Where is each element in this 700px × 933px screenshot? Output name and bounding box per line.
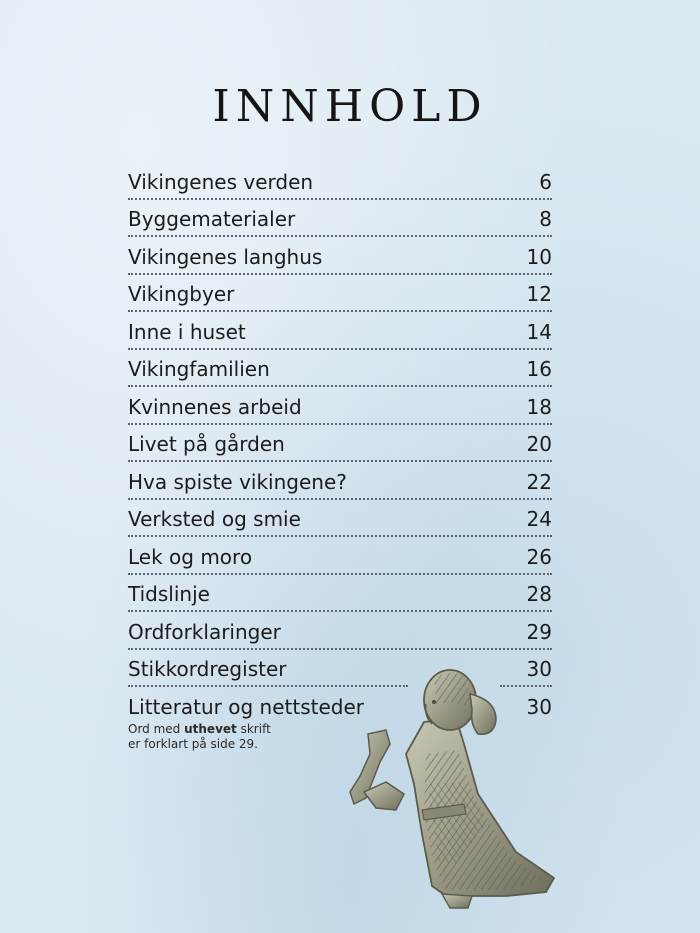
- toc-item-ordforklaringer[interactable]: [128, 610, 552, 648]
- toc-item-title: Litteratur og nettsteder: [128, 694, 365, 719]
- toc-item-page: 30: [526, 694, 552, 719]
- toc-item-title: Lek og moro: [128, 544, 253, 569]
- toc-item-page: 29: [526, 619, 552, 644]
- toc-item-page: 10: [526, 244, 552, 269]
- toc-item-kvinnenes-arbeid[interactable]: [128, 385, 552, 423]
- toc-item-vikingfamilien[interactable]: [128, 348, 552, 386]
- toc-list: [128, 160, 552, 723]
- toc-item-title: Verksted og smie: [128, 507, 301, 531]
- toc-item-title: Vikingenes langhus: [128, 244, 323, 269]
- toc-item-title: Ordforklaringer: [128, 619, 281, 644]
- toc-item-title: Tidslinje: [128, 582, 210, 606]
- toc-item-verksted-og-smie[interactable]: [128, 498, 552, 536]
- toc-item-vikingenes-verden[interactable]: [128, 160, 552, 198]
- toc-item-inne-i-huset[interactable]: [128, 310, 552, 348]
- toc-item-livet-pa-garden[interactable]: [128, 423, 552, 461]
- page-title: INNHOLD: [212, 81, 488, 133]
- toc-item-lek-og-moro[interactable]: [128, 535, 552, 573]
- footnote-text: skrift: [236, 722, 271, 736]
- toc-item-title: Stikkordregister: [128, 657, 287, 681]
- toc-item-title: Livet på gården: [128, 432, 285, 456]
- toc-item-page: 24: [526, 507, 552, 531]
- toc-item-tidslinje[interactable]: [128, 573, 552, 611]
- toc-item-page: 16: [526, 357, 552, 381]
- toc-item-page: 8: [539, 207, 552, 231]
- toc-item-page: 22: [526, 469, 552, 494]
- toc-item-vikingenes-langhus[interactable]: [128, 235, 552, 273]
- toc-item-page: 6: [539, 169, 552, 194]
- toc-item-page: 30: [526, 657, 552, 681]
- toc-item-byggematerialer[interactable]: [128, 198, 552, 236]
- toc-item-hva-spiste-vikingene[interactable]: [128, 460, 552, 498]
- footnote-text: Ord med: [128, 722, 185, 736]
- toc-item-page: 26: [526, 544, 552, 569]
- hair-knot: [470, 694, 496, 734]
- footnote-bold-word: uthevet: [184, 722, 237, 736]
- toc-item-page: 14: [526, 319, 552, 344]
- toc-item-page: 12: [526, 282, 552, 306]
- toc-item-title: Vikingenes verden: [128, 169, 314, 194]
- toc-item-page: 18: [526, 394, 552, 419]
- toc-item-title: Vikingbyer: [128, 282, 235, 306]
- feet: [442, 894, 472, 908]
- footnote: [128, 722, 271, 752]
- toc-item-page: 28: [526, 582, 552, 606]
- footnote-line-1: [128, 722, 271, 737]
- toc-item-title: Kvinnenes arbeid: [128, 394, 302, 419]
- viking-woman-figurine-icon: [346, 664, 560, 910]
- toc-item-title: Vikingfamilien: [128, 357, 270, 381]
- toc-item-title: Inne i huset: [128, 319, 246, 344]
- toc-item-vikingbyer[interactable]: [128, 273, 552, 311]
- toc-item-title: Hva spiste vikingene?: [128, 469, 347, 494]
- toc-item-title: Byggematerialer: [128, 207, 296, 231]
- footnote-line-2: er forklart på side 29.: [128, 737, 258, 751]
- toc-item-page: 20: [526, 432, 552, 456]
